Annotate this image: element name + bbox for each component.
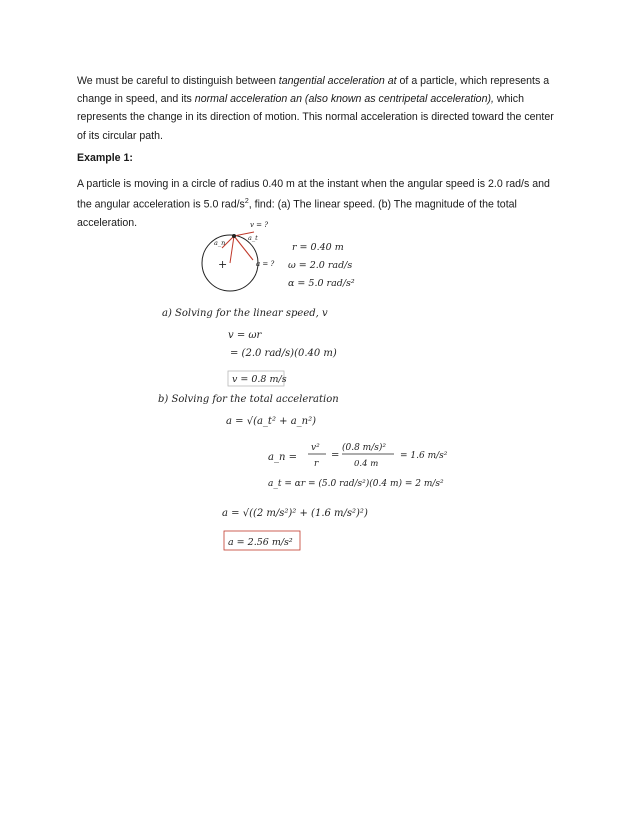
given-omega: ω = 2.0 rad/s <box>288 260 353 271</box>
intro-text-1: We must be careful to distinguish between <box>77 75 279 87</box>
part-a-result: v = 0.8 m/s <box>232 374 287 385</box>
intro-text-2: of a particle, which represents a change in speed, and its <box>77 75 550 106</box>
part-a-heading: a) Solving for the linear speed, v <box>162 308 328 319</box>
an-frac-top: v² <box>311 443 320 453</box>
part-b-eq1: a = √(a_t² + a_n²) <box>226 416 317 427</box>
an-frac-bot: r <box>314 459 319 469</box>
part-a-eq1: v = ωr <box>228 330 262 341</box>
example-title: Example 1: <box>77 152 133 164</box>
problem-superscript: 2 <box>244 198 249 206</box>
circle-diagram <box>202 221 274 291</box>
part-b-result: a = 2.56 m/s² <box>228 537 293 548</box>
at-equation: a_t = αr = (5.0 rad/s²)(0.4 m) = 2 m/s² <box>268 479 444 489</box>
intro-term-tangential: tangential acceleration at <box>278 75 397 87</box>
an-numerator: (0.8 m/s)² <box>342 443 386 453</box>
at-diagram-label: a_t <box>248 234 258 242</box>
center-mark: + <box>218 258 228 271</box>
problem-text-1: A particle is moving in a circle of radius 0.40 m at the instant when the angular speed is 2.0 rad/s and the angular acceleration is 5.0 rad/s <box>77 178 550 211</box>
a-equation: a = √((2 m/s²)² + (1.6 m/s²)²) <box>222 508 368 519</box>
given-radius: r = 0.40 m <box>292 242 344 253</box>
part-b-heading: b) Solving for the total acceleration <box>158 394 339 405</box>
intro-text-3: which represents the change in its direction of motion. This normal acceleration is directed toward the center of its circular path. <box>77 93 554 142</box>
v-unknown-label: v = ? <box>250 221 269 229</box>
handwritten-solution <box>150 218 470 563</box>
intro-term-normal: normal acceleration an (also known as centripetal acceleration), <box>194 93 494 106</box>
intro-paragraph <box>77 72 565 145</box>
an-mid-eq: = <box>331 450 340 461</box>
given-alpha: α = 5.0 rad/s² <box>288 278 355 289</box>
particle-dot <box>232 234 236 238</box>
a-unknown-label: a = ? <box>256 260 275 268</box>
an-result: = 1.6 m/s² <box>400 451 448 461</box>
problem-text-2: , find: (a) The linear speed. (b) The magnitude of the total acceleration. <box>77 198 517 229</box>
an-denominator: 0.4 m <box>354 459 379 469</box>
an-lhs: a_n = <box>268 452 297 463</box>
part-a-eq2: = (2.0 rad/s)(0.40 m) <box>230 348 337 359</box>
an-diagram-label: a_n <box>214 239 226 247</box>
